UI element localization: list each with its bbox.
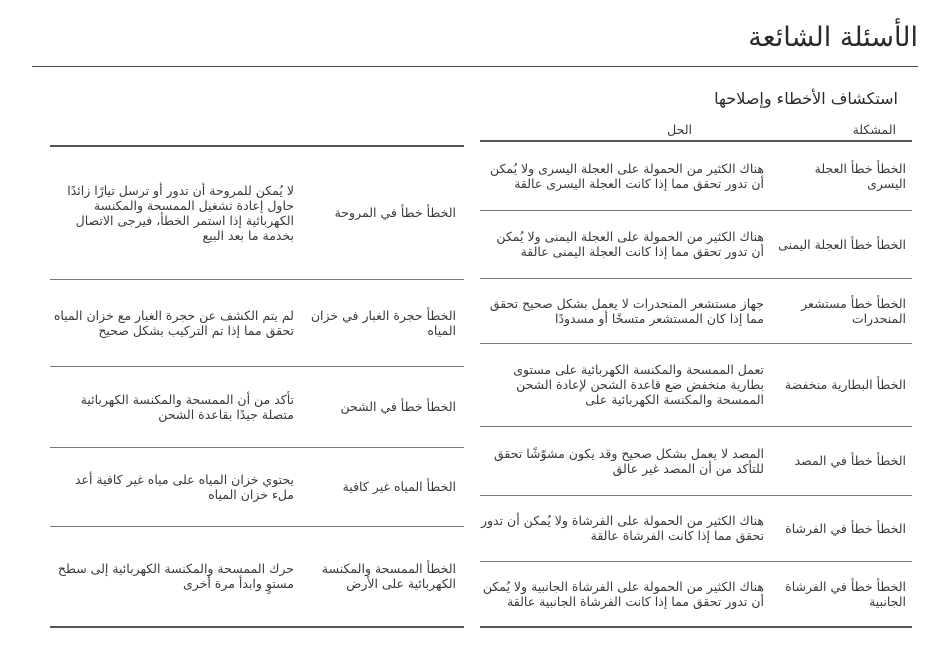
problem-cell: الخطأ المياه غير كافية <box>342 479 456 494</box>
problem-cell: الخطأ حجرة الغبار في خزان المياه <box>310 307 456 338</box>
problem-cell: الخطأ البطارية منخفضة <box>784 377 906 392</box>
problem-cell: الخطأ خطأ العجلة اليسرى <box>814 160 906 191</box>
problem-cell: الخطأ خطأ في الشحن <box>340 399 456 414</box>
column-header-solution: الحل <box>667 121 692 137</box>
solution-cell: يحتوي خزان المياه على مياه غير كافية أعد ملء خزان المياه <box>74 471 294 502</box>
problem-cell: الخطأ خطأ العجلة اليمنى <box>778 236 906 252</box>
solution-cell: هناك الكثير من الحمولة على العجلة اليسرى ولا يُمكن أن تدور تحقق مما إذا كانت العجلة اليسرى عالقة <box>489 160 764 191</box>
solution-cell: هناك الكثير من الحمولة على الفرشاة ولا يُمكن أن تدور تحقق مما إذا كانت الفرشاة عالقة <box>480 513 764 543</box>
problem-cell: الخطأ خطأ في المصد <box>794 453 906 468</box>
table-row <box>480 210 912 278</box>
table-row <box>480 278 912 343</box>
column-header-problem: المشكلة <box>852 121 896 137</box>
solution-cell: تأكد من أن الممسحة والمكنسة الكهربائية متصلة جيدًا بقاعدة الشحن <box>80 391 294 422</box>
table-row <box>50 366 464 447</box>
solution-cell: حرك الممسحة والمكنسة الكهربائية إلى سطح مستوٍ وابدأ مرة أخرى <box>57 561 294 592</box>
solution-cell: لا يُمكن للمروحة أن تدور أو ترسل تيارًا زائدًا حاول إعادة تشغيل الممسحة والمكنسة الكهربائية إذا استمر الخطأ، فيرجى الاتصال بخدمة ما بعد البيع <box>67 182 294 243</box>
table-row <box>50 526 464 627</box>
table-header-row <box>480 118 912 141</box>
solution-cell: المصد لا يعمل بشكل صحيح وقد يكون مشوّشًا تحقق للتأكد من أن المصد غير عالق <box>493 445 764 476</box>
problem-cell: الخطأ خطأ في الفرشاة <box>785 520 906 536</box>
problem-cell: الخطأ خطأ مستشعر المنحدرات <box>801 295 906 326</box>
problem-cell: الخطأ خطأ في المروحة <box>334 205 456 221</box>
problem-cell: الخطأ الممسحة والمكنسة الكهربائية على الأرض <box>321 561 456 592</box>
troubleshooting-table-right <box>480 118 912 628</box>
table-row <box>50 146 464 279</box>
table-row <box>480 343 912 426</box>
table-row <box>50 447 464 526</box>
troubleshooting-table-left <box>50 145 464 628</box>
table-row <box>480 141 912 210</box>
table-row <box>480 495 912 561</box>
problem-cell: الخطأ خطأ في الفرشاة الجانبية <box>785 578 906 609</box>
solution-cell: هناك الكثير من الحمولة على الفرشاة الجانبية ولا يُمكن أن تدور تحقق مما إذا كانت الفرشاة الجانبية عالقة <box>482 578 764 609</box>
solution-cell: لم يتم الكشف عن حجرة الغبار مع خزان المياه تحقق مما إذا تم التركيب بشكل صحيح <box>53 307 294 338</box>
table-row <box>50 279 464 366</box>
table-row <box>480 561 912 627</box>
table-row <box>480 426 912 495</box>
solution-cell: تعمل الممسحة والمكنسة الكهربائية على مستوى بطارية منخفض ضع قاعدة الشحن لإعادة الشحن الممسحة والمكنسة الكهربائية على <box>513 362 764 407</box>
solution-cell: هناك الكثير من الحمولة على العجلة اليمنى ولا يُمكن أن تدور تحقق مما إذا كانت العجلة اليمنى عالقة <box>496 229 764 259</box>
title-divider <box>32 66 918 67</box>
section-heading: استكشاف الأخطاء وإصلاحها <box>714 89 898 108</box>
solution-cell: جهاز مستشعر المنحدرات لا يعمل بشكل صحيح تحقق مما إذا كان المستشعر متسخًا أو مسدودًا <box>489 295 764 326</box>
page-title: الأسئلة الشائعة <box>748 22 918 53</box>
